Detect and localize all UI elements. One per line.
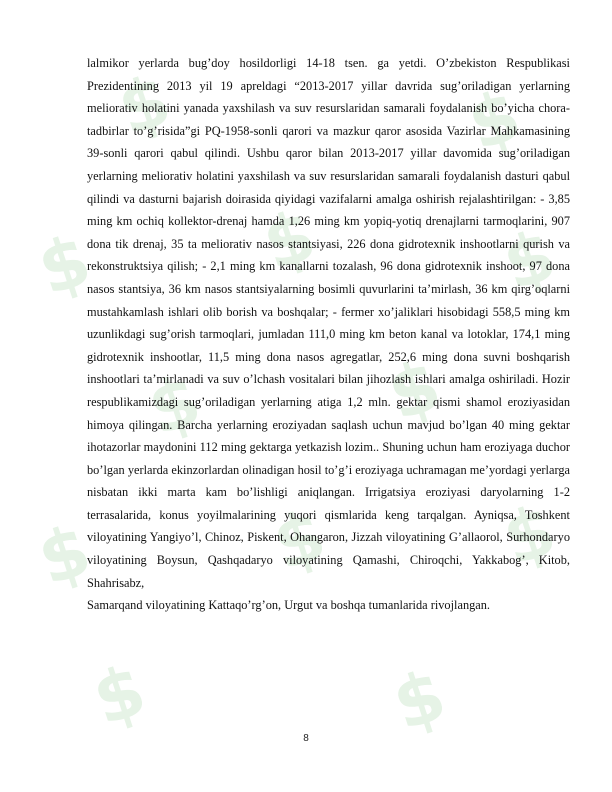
watermark-glyph: $ <box>108 58 181 152</box>
body-text <box>87 52 570 617</box>
watermark-glyph: $ <box>138 358 211 452</box>
watermark-glyph: $ <box>28 218 101 312</box>
watermark-glyph: $ <box>458 73 531 167</box>
paragraph-last-line: Samarqand viloyatining Kattaqo’rg’on, Urgut va boshqa tumanlarida rivojlangan. <box>87 598 491 613</box>
paragraph-text: lalmikor yerlarda bug’doy hosildorligi 14-18 tsen. ga yetdi. O’zbekiston Respublikasi Prezidentining 2013 yil 19 apreldagi “2013-2017 yillar davrida sug’oriladigan yerlarning meliorativ holatini yanada yaxshilash va suv resurslaridan samarali foydalanish bo’yicha chora-tadbirlar to’g’risida”gi PQ-1958-sonli qarori va mazkur qaror asosida Vazirlar Mahkamasining 39-sonli qarori qabul qilindi. Ushbu qaror bilan 2013-2017 yillar davomida sug’oriladigan yerlarning meliorativ holatini yaxshilash va suv resurslaridan samarali foydalanish dasturi qabul qilindi va dasturni bajarish doirasida qiyidagi vazifalarni amalga oshirish rejalashtirilgan: - 3,85 ming km ochiq kollektor-drenaj hamda 1,26 ming km yopiq-yotiq drenajlarni tarmoqlarini, 907 dona tik drenaj, 35 ta meliorativ nasos stantsiyasi, 226 dona gidrotexnik inshootlarni qurish va rekonstruktsiya qilish; - 2,1 ming km kanallarni tozalash, 96 dona gidrotexnik inshoot, 97 dona nasos stantsiya, 36 km nasos stantsiyalarning bosimli quvurlarini ta’mirlash, 36 km qirg’oqlarni mustahkamlash ishlari olib borish va boshqalar; - fermer xo’jaliklari hisobidagi 558,5 ming km uzunlikdagi sug’orish tarmoqlari, jumladan 111,0 ming km beton kanal va lotoklar, 174,1 ming gidrotexnik inshootlar, 11,5 ming dona nasos agregatlar, 252,6 ming dona suvni boshqarish inshootlari ta’mirlanadi va suv o’lchash vositalari bilan jihozlash ishlari amalga oshiriladi. Hozir respublikamizdagi sug’oriladigan yerlarning atiga 1,2 mln. gektar qismi shamol eroziyasidan himoya qilingan. Barcha yerlarning eroziyadan saqlash uchun mavjud bo’lgan 40 ming gektar ihotazorlar maydonini 112 ming gektarga yetkazish lozim.. Shuning uchun ham eroziyaga duchor bo’lgan yerlarda ekinzorlardan olinadigan hosil to’g’i eroziyaga uchramagan me’yordagi yerlarga nisbatan ikki marta kam bo’lishligi aniqlangan. Irrigatsiya eroziyasi daryolarning 1-2 terrasalarida, konus yoyilmalarining yuqori qismlarida keng tarqalgan. Ayniqsa, Toshkent viloyatining Yangiyo’l, Chinoz, Piskent, Ohangaron, Jizzah viloyatining G’allaorol, Surhondaryo viloyatining Boysun, Qashqadaryo viloyatining Qamashi, Chiroqchi, Yakkabog’, Kitob, Shahrisabz, <box>87 56 570 590</box>
watermark-glyph: $ <box>253 193 326 287</box>
watermark-glyph: $ <box>383 653 456 747</box>
watermark-glyph: $ <box>28 508 101 602</box>
watermark-glyph: $ <box>378 343 451 437</box>
watermark-glyph: $ <box>493 488 566 582</box>
page-number: 8 <box>303 733 309 744</box>
watermark-glyph: $ <box>83 648 156 742</box>
watermark-glyph: $ <box>493 213 566 307</box>
watermark-glyph: $ <box>263 493 336 587</box>
